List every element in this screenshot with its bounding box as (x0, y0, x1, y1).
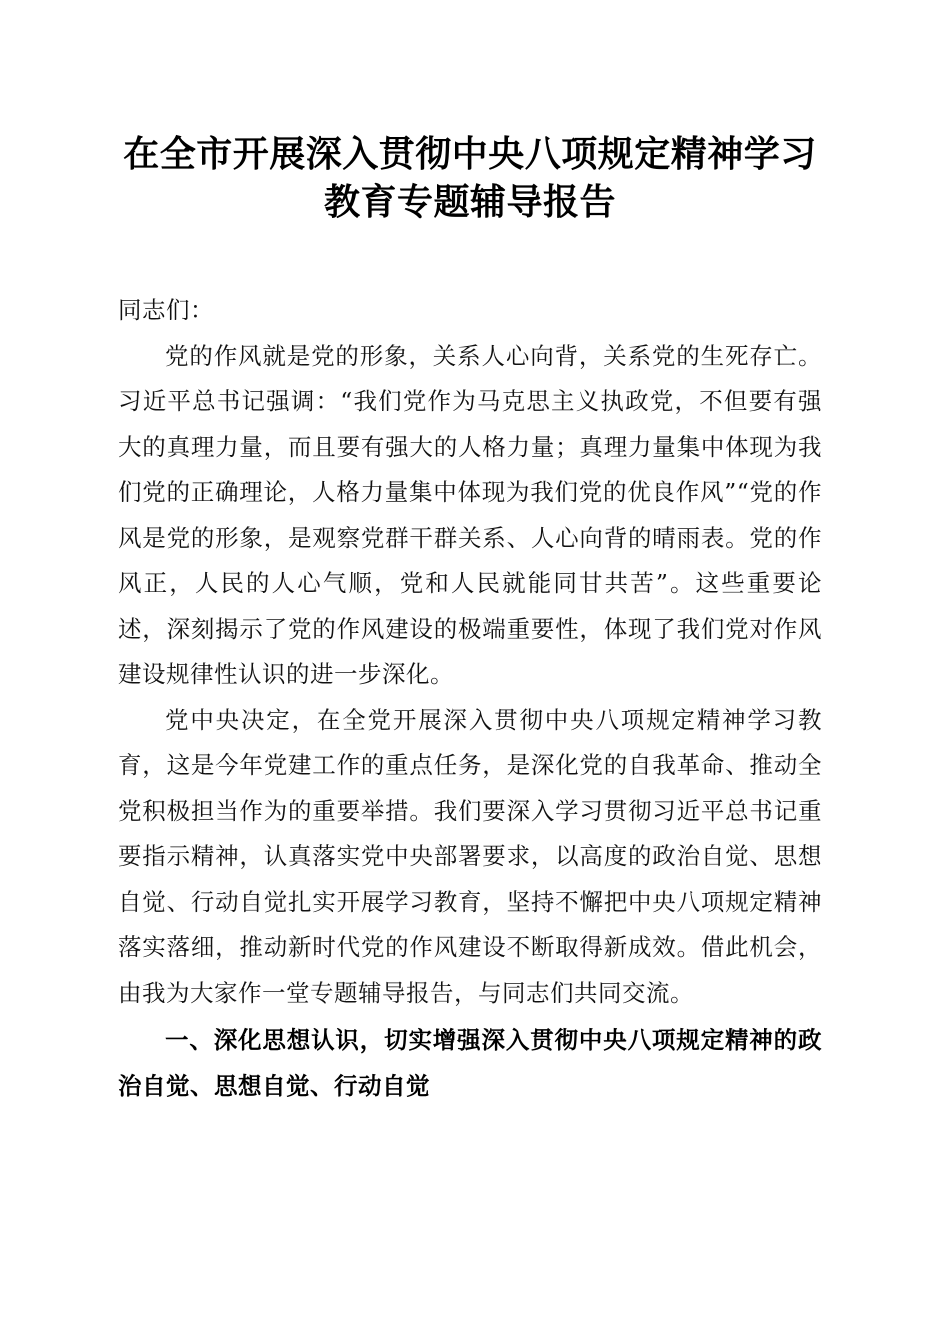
document-body (118, 288, 822, 1109)
paragraph-2: 党中央决定，在全党开展深入贯彻中央八项规定精神学习教育，这是今年党建工作的重点任务，是深化党的自我革命、推动全党积极担当作为的重要举措。我们要深入学习贯彻习近平总书记重要指示精神，认真落实党中央部署要求，以高度的政治自觉、思想自觉、行动自觉扎实开展学习教育，坚持不懈把中央八项规定精神落实落细，推动新时代党的作风建设不断取得新成效。借此机会，由我为大家作一堂专题辅导报告，与同志们共同交流。 (118, 705, 822, 1007)
salutation: 同志们： (118, 296, 214, 324)
section-heading-1: 一、深化思想认识，切实增强深入贯彻中央八项规定精神的政治自觉、思想自觉、行动自觉 (118, 1026, 822, 1100)
paragraph-1: 党的作风就是党的形象，关系人心向背，关系党的生死存亡。习近平总书记强调：“我们党作为马克思主义执政党，不但要有强大的真理力量，而且要有强大的人格力量；真理力量集中体现为我们党的正确理论，人格力量集中体现为我们党的优良作风”“党的作风是党的形象，是观察党群干群关系、人心向背的晴雨表。党的作风正，人民的人心气顺，党和人民就能同甘共苦”。这些重要论述，深刻揭示了党的作风建设的极端重要性，体现了我们党对作风建设规律性认识的进一步深化。 (118, 341, 822, 688)
document-page (118, 130, 822, 1109)
document-title: 在全市开展深入贯彻中央八项规定精神学习教育专题辅导报告 (123, 133, 817, 223)
